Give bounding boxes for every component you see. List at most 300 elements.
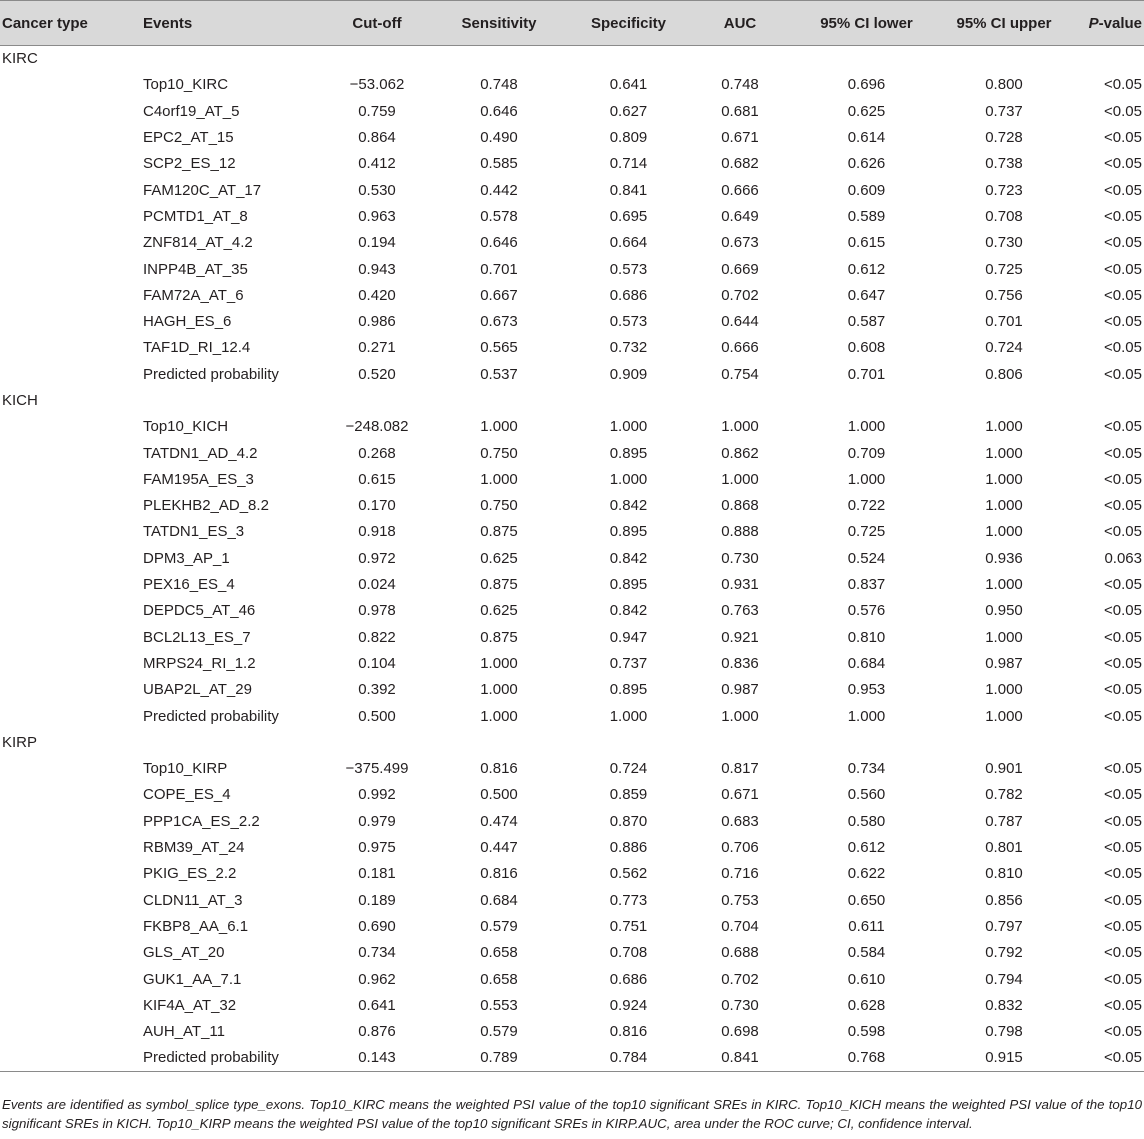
ci-lower-cell: 0.684	[847, 654, 886, 672]
empty-cell	[0, 230, 141, 256]
p-value-cell: <0.05	[1104, 707, 1142, 725]
cutoff-cell: 0.975	[358, 839, 396, 857]
specificity-cell: 0.751	[609, 917, 648, 935]
ci-lower-cell: 0.560	[847, 786, 886, 804]
sensitivity-cell: 0.565	[480, 339, 518, 357]
empty-cell	[0, 282, 141, 308]
p-value-cell: <0.05	[1104, 181, 1142, 199]
empty-cell	[948, 729, 1060, 755]
event-cell: FAM72A_AT_6	[143, 286, 244, 304]
auc-cell: 0.682	[721, 155, 759, 173]
p-value-cell: <0.05	[1104, 497, 1142, 515]
auc-cell: 0.673	[721, 234, 759, 252]
sensitivity-cell: 0.684	[480, 891, 518, 909]
table-row	[0, 335, 1144, 361]
cutoff-cell: 0.962	[358, 970, 396, 988]
cancer-type-cell: KIRP	[2, 733, 38, 751]
auc-cell: 0.754	[721, 365, 759, 383]
table-footnote: Events are identified as symbol_splice type_exons. Top10_KIRC means the weighted PSI value of the top10 significant SREs in KIRC. Top10_KICH means the weighted PSI value of the top10 significant SREs in KICH. Top10_KIRP means the weighted PSI value of the top10 significant SREs in KIRP.AUC, area under the ROC curve; CI, confidence interval.	[2, 1097, 1142, 1131]
empty-cell	[318, 387, 436, 413]
p-value-cell: <0.05	[1104, 313, 1142, 331]
specificity-cell: 0.859	[609, 786, 648, 804]
p-value-cell: <0.05	[1104, 576, 1142, 594]
auc-cell: 0.931	[721, 576, 759, 594]
table-row	[0, 519, 1144, 545]
ci-lower-cell: 0.709	[847, 444, 886, 462]
p-value-cell: <0.05	[1104, 760, 1142, 778]
ci-upper-cell: 0.832	[985, 996, 1023, 1014]
specificity-cell: 1.000	[609, 418, 648, 436]
table-row	[0, 361, 1144, 387]
header-p-value	[1060, 1, 1144, 46]
ci-upper-cell: 0.730	[985, 234, 1023, 252]
specificity-cell: 0.870	[609, 812, 648, 830]
ci-lower-cell: 0.524	[847, 549, 886, 567]
auc-cell: 0.748	[721, 76, 759, 94]
ci-upper-cell: 1.000	[985, 497, 1023, 515]
ci-upper-cell: 1.000	[985, 444, 1023, 462]
p-value-cell: <0.05	[1104, 470, 1142, 488]
sensitivity-cell: 1.000	[480, 418, 518, 436]
p-value-cell: <0.05	[1104, 996, 1142, 1014]
p-value-cell: <0.05	[1104, 418, 1142, 436]
empty-cell	[0, 782, 141, 808]
empty-cell	[0, 256, 141, 282]
sensitivity-cell: 1.000	[480, 681, 518, 699]
table-row	[0, 940, 1144, 966]
specificity-cell: 0.641	[609, 76, 648, 94]
event-cell: PEX16_ES_4	[143, 576, 235, 594]
p-value-cell: <0.05	[1104, 444, 1142, 462]
sensitivity-cell: 0.646	[480, 234, 518, 252]
table-row	[0, 230, 1144, 256]
empty-cell	[0, 598, 141, 624]
ci-upper-cell: 1.000	[985, 628, 1023, 646]
sensitivity-cell: 0.537	[480, 365, 518, 383]
auc-cell: 0.836	[721, 654, 759, 672]
ci-lower-cell: 0.610	[847, 970, 886, 988]
header-p-letter: P	[1088, 14, 1099, 32]
ci-lower-cell: 0.696	[847, 76, 886, 94]
empty-cell	[0, 493, 141, 519]
sensitivity-cell: 1.000	[480, 470, 518, 488]
event-cell: CLDN11_AT_3	[143, 891, 243, 909]
ci-upper-cell: 0.915	[948, 1045, 1060, 1071]
ci-lower-cell: 0.625	[847, 102, 886, 120]
group-row	[0, 729, 1144, 755]
specificity-cell: 0.895	[609, 576, 648, 594]
specificity-cell: 0.947	[609, 628, 648, 646]
p-value-cell: <0.05	[1104, 944, 1142, 962]
empty-cell	[948, 387, 1060, 413]
ci-lower-cell: 0.628	[847, 996, 886, 1014]
auc-cell: 0.644	[721, 313, 759, 331]
event-cell: Top10_KIRP	[143, 760, 228, 778]
empty-cell	[0, 414, 141, 440]
empty-cell	[0, 940, 141, 966]
p-value-cell: <0.05	[1104, 654, 1142, 672]
ci-lower-cell: 0.953	[847, 681, 886, 699]
ci-upper-cell: 0.806	[985, 365, 1023, 383]
table-row	[0, 598, 1144, 624]
cutoff-cell: 0.194	[358, 234, 396, 252]
specificity-cell: 0.773	[609, 891, 648, 909]
empty-cell	[0, 308, 141, 334]
specificity-cell: 1.000	[609, 707, 648, 725]
ci-upper-cell: 0.756	[985, 286, 1023, 304]
header-ci-lower: 95% CI lower	[785, 1, 948, 46]
sensitivity-cell: 0.579	[480, 917, 518, 935]
empty-cell	[0, 361, 141, 387]
sensitivity-cell: 0.701	[480, 260, 518, 278]
specificity-cell: 0.724	[609, 760, 648, 778]
table-row	[0, 493, 1144, 519]
cutoff-cell: 0.412	[358, 155, 396, 173]
specificity-cell: 0.686	[609, 286, 648, 304]
p-value-cell: <0.05	[1104, 812, 1142, 830]
ci-upper-cell: 0.787	[985, 812, 1023, 830]
sensitivity-cell: 0.816	[480, 865, 518, 883]
cutoff-cell: 0.170	[358, 497, 396, 515]
table-row	[0, 861, 1144, 887]
empty-cell	[436, 387, 562, 413]
auc-cell: 0.702	[721, 286, 759, 304]
sensitivity-cell: 0.667	[480, 286, 518, 304]
specificity-cell: 0.562	[609, 865, 648, 883]
empty-cell	[0, 966, 141, 992]
cutoff-cell: 0.943	[358, 260, 396, 278]
specificity-cell: 0.708	[609, 944, 648, 962]
auc-cell: 0.666	[721, 339, 759, 357]
table-row	[0, 124, 1144, 150]
empty-cell	[0, 203, 141, 229]
empty-cell	[0, 650, 141, 676]
table-row	[0, 256, 1144, 282]
sensitivity-cell: 0.442	[480, 181, 518, 199]
auc-cell: 0.671	[721, 786, 759, 804]
table-row	[0, 151, 1144, 177]
event-cell: Predicted probability	[143, 365, 279, 383]
cutoff-cell: 0.420	[358, 286, 396, 304]
empty-cell	[0, 519, 141, 545]
p-value-cell: <0.05	[1104, 891, 1142, 909]
empty-cell	[0, 703, 141, 729]
p-value-cell: <0.05	[1104, 1023, 1142, 1041]
auc-cell: 0.681	[721, 102, 759, 120]
specificity-cell: 0.664	[609, 234, 648, 252]
empty-cell	[0, 624, 141, 650]
table-row	[0, 72, 1144, 98]
cutoff-cell: 0.024	[358, 576, 396, 594]
ci-upper-cell: 0.856	[985, 891, 1023, 909]
ci-lower-cell: 0.587	[847, 313, 886, 331]
group-row	[0, 387, 1144, 413]
cutoff-cell: 0.986	[358, 313, 396, 331]
ci-lower-cell: 0.626	[847, 155, 886, 173]
event-cell: TATDN1_ES_3	[143, 523, 245, 541]
p-value-cell: 0.063	[1104, 549, 1142, 567]
ci-upper-cell: 0.792	[985, 944, 1023, 962]
auc-cell: 0.888	[721, 523, 759, 541]
cutoff-cell: 0.268	[358, 444, 396, 462]
event-cell: PKIG_ES_2.2	[143, 865, 237, 883]
p-value-cell: <0.05	[1104, 234, 1142, 252]
table-row	[0, 440, 1144, 466]
ci-upper-cell: 0.950	[985, 602, 1023, 620]
event-cell: C4orf19_AT_5	[143, 102, 240, 120]
table-row	[0, 834, 1144, 860]
auc-cell: 0.841	[695, 1045, 785, 1071]
event-cell: TATDN1_AD_4.2	[143, 444, 258, 462]
sensitivity-cell: 0.750	[480, 444, 518, 462]
auc-cell: 0.716	[721, 865, 759, 883]
cutoff-cell: 0.864	[358, 129, 396, 147]
specificity-cell: 0.895	[609, 681, 648, 699]
p-value-cell: <0.05	[1104, 207, 1142, 225]
cutoff-cell: 0.189	[358, 891, 396, 909]
empty-cell	[318, 729, 436, 755]
cutoff-cell: −375.499	[345, 760, 409, 778]
cutoff-cell: 0.690	[358, 917, 396, 935]
sensitivity-cell: 0.625	[480, 602, 518, 620]
p-value-cell: <0.05	[1104, 839, 1142, 857]
header-auc: AUC	[695, 1, 785, 46]
empty-cell	[436, 729, 562, 755]
empty-cell	[0, 834, 141, 860]
empty-cell	[0, 545, 141, 571]
specificity-cell: 0.695	[609, 207, 648, 225]
auc-cell: 0.666	[721, 181, 759, 199]
empty-cell	[0, 913, 141, 939]
auc-cell: 0.753	[721, 891, 759, 909]
ci-upper-cell: 0.800	[985, 76, 1023, 94]
specificity-cell: 0.573	[609, 260, 648, 278]
cutoff-cell: 0.392	[358, 681, 396, 699]
ci-lower-cell: 0.580	[847, 812, 886, 830]
table-row	[0, 756, 1144, 782]
auc-cell: 1.000	[721, 707, 759, 725]
event-cell: Top10_KICH	[143, 418, 229, 436]
ci-upper-cell: 0.723	[985, 181, 1023, 199]
table-row	[0, 677, 1144, 703]
cutoff-cell: 0.271	[358, 339, 396, 357]
ci-lower-cell: 0.615	[847, 234, 886, 252]
cutoff-cell: 0.992	[358, 786, 396, 804]
table-row	[0, 650, 1144, 676]
p-value-cell: <0.05	[1104, 786, 1142, 804]
table-row	[0, 808, 1144, 834]
cutoff-cell: 0.520	[358, 365, 396, 383]
empty-cell	[785, 46, 948, 72]
event-cell: Predicted probability	[143, 707, 279, 725]
table-row	[0, 414, 1144, 440]
ci-upper-cell: 0.798	[985, 1023, 1023, 1041]
sensitivity-cell: 0.500	[480, 786, 518, 804]
ci-lower-cell: 0.650	[847, 891, 886, 909]
specificity-cell: 0.841	[609, 181, 648, 199]
event-cell: FAM195A_ES_3	[143, 470, 254, 488]
event-cell: SCP2_ES_12	[143, 155, 236, 173]
ci-lower-cell: 0.598	[847, 1023, 886, 1041]
cutoff-cell: 0.978	[358, 602, 396, 620]
empty-cell	[0, 887, 141, 913]
specificity-cell: 0.842	[609, 602, 648, 620]
sensitivity-cell: 0.585	[480, 155, 518, 173]
header-sensitivity: Sensitivity	[436, 1, 562, 46]
cutoff-cell: 0.759	[358, 102, 396, 120]
cutoff-cell: 0.530	[358, 181, 396, 199]
specificity-cell: 0.816	[609, 1023, 648, 1041]
empty-cell	[1060, 387, 1144, 413]
table-row	[0, 308, 1144, 334]
table-row	[0, 1018, 1144, 1044]
auc-cell: 0.763	[721, 602, 759, 620]
specificity-cell: 1.000	[609, 470, 648, 488]
sensitivity-cell: 0.789	[436, 1045, 562, 1071]
ci-upper-cell: 0.782	[985, 786, 1023, 804]
auc-cell: 1.000	[721, 418, 759, 436]
header-ci-upper: 95% CI upper	[948, 1, 1060, 46]
empty-cell	[0, 72, 141, 98]
event-cell: Predicted probability	[141, 1045, 318, 1071]
event-cell: COPE_ES_4	[143, 786, 231, 804]
sensitivity-cell: 0.816	[480, 760, 518, 778]
ci-upper-cell: 0.725	[985, 260, 1023, 278]
p-value-cell: <0.05	[1104, 339, 1142, 357]
ci-upper-cell: 1.000	[985, 707, 1023, 725]
cutoff-cell: 0.143	[318, 1045, 436, 1071]
table-row	[0, 782, 1144, 808]
empty-cell	[0, 466, 141, 492]
event-cell: PCMTD1_AT_8	[143, 207, 248, 225]
ci-upper-cell: 0.738	[985, 155, 1023, 173]
group-row	[0, 46, 1144, 72]
table-row	[0, 992, 1144, 1018]
cutoff-cell: −248.082	[345, 418, 409, 436]
ci-lower-cell: 0.734	[847, 760, 886, 778]
sensitivity-cell: 0.673	[480, 313, 518, 331]
event-cell: HAGH_ES_6	[143, 313, 232, 331]
p-value-cell: <0.05	[1104, 129, 1142, 147]
auc-cell: 0.683	[721, 812, 759, 830]
ci-lower-cell: 0.837	[847, 576, 886, 594]
specificity-cell: 0.909	[609, 365, 648, 383]
empty-cell	[141, 387, 318, 413]
ci-lower-cell: 1.000	[847, 418, 886, 436]
empty-cell	[0, 98, 141, 124]
cutoff-cell: 0.979	[358, 812, 396, 830]
event-cell: TAF1D_RI_12.4	[143, 339, 251, 357]
ci-upper-cell: 0.810	[985, 865, 1023, 883]
table-row	[0, 571, 1144, 597]
ci-upper-cell: 0.794	[985, 970, 1023, 988]
empty-cell	[695, 46, 785, 72]
ci-upper-cell: 0.987	[985, 654, 1023, 672]
ci-lower-cell: 0.576	[847, 602, 886, 620]
table-row	[0, 966, 1144, 992]
ci-upper-cell: 1.000	[985, 470, 1023, 488]
empty-cell	[695, 729, 785, 755]
ci-lower-cell: 0.584	[847, 944, 886, 962]
cutoff-cell: −53.062	[349, 76, 405, 94]
p-value-cell: <0.05	[1060, 1045, 1144, 1071]
auc-cell: 0.671	[721, 129, 759, 147]
p-value-cell: <0.05	[1104, 155, 1142, 173]
ci-upper-cell: 0.901	[985, 760, 1023, 778]
p-value-cell: <0.05	[1104, 970, 1142, 988]
ci-lower-cell: 0.722	[847, 497, 886, 515]
sensitivity-cell: 1.000	[480, 654, 518, 672]
ci-upper-cell: 0.737	[985, 102, 1023, 120]
ci-lower-cell: 0.612	[847, 839, 886, 857]
table-row	[0, 624, 1144, 650]
cancer-type-cell: KIRC	[2, 50, 38, 68]
ci-lower-cell: 0.608	[847, 339, 886, 357]
event-cell: PLEKHB2_AD_8.2	[143, 497, 269, 515]
ci-lower-cell: 0.701	[847, 365, 886, 383]
sensitivity-cell: 0.553	[480, 996, 518, 1014]
auc-cell: 0.688	[721, 944, 759, 962]
empty-cell	[0, 335, 141, 361]
auc-cell: 0.730	[721, 996, 759, 1014]
ci-lower-cell: 0.622	[847, 865, 886, 883]
event-cell: PPP1CA_ES_2.2	[143, 812, 260, 830]
auc-cell: 0.649	[721, 207, 759, 225]
auc-cell: 0.868	[721, 497, 759, 515]
header-cancer-type: Cancer type	[0, 1, 141, 46]
auc-cell: 0.987	[721, 681, 759, 699]
sensitivity-cell: 0.875	[480, 523, 518, 541]
empty-cell	[0, 1018, 141, 1044]
sensitivity-cell: 1.000	[480, 707, 518, 725]
ci-upper-cell: 1.000	[985, 576, 1023, 594]
p-value-cell: <0.05	[1104, 865, 1142, 883]
table-row	[0, 1045, 1144, 1071]
ci-upper-cell: 0.801	[985, 839, 1023, 857]
ci-lower-cell: 0.609	[847, 181, 886, 199]
cutoff-cell: 0.918	[358, 523, 396, 541]
cutoff-cell: 0.822	[358, 628, 396, 646]
p-value-cell: <0.05	[1104, 76, 1142, 94]
auc-cell: 0.698	[721, 1023, 759, 1041]
table-row	[0, 545, 1144, 571]
sensitivity-cell: 0.750	[480, 497, 518, 515]
auc-cell: 0.817	[721, 760, 759, 778]
ci-lower-cell: 1.000	[847, 707, 886, 725]
event-cell: FKBP8_AA_6.1	[143, 917, 249, 935]
sensitivity-cell: 0.658	[480, 944, 518, 962]
auc-cell: 0.706	[721, 839, 759, 857]
specificity-cell: 0.573	[609, 313, 648, 331]
cutoff-cell: 0.181	[358, 865, 396, 883]
p-value-cell: <0.05	[1104, 260, 1142, 278]
cutoff-cell: 0.734	[358, 944, 396, 962]
specificity-cell: 0.732	[609, 339, 648, 357]
p-value-cell: <0.05	[1104, 602, 1142, 620]
event-cell: DEPDC5_AT_46	[143, 602, 256, 620]
specificity-cell: 0.686	[609, 970, 648, 988]
cutoff-cell: 0.615	[358, 470, 396, 488]
header-specificity: Specificity	[562, 1, 695, 46]
cutoff-cell: 0.963	[358, 207, 396, 225]
sensitivity-cell: 0.646	[480, 102, 518, 120]
empty-cell	[0, 861, 141, 887]
p-value-cell: <0.05	[1104, 286, 1142, 304]
ci-upper-cell: 0.797	[985, 917, 1023, 935]
p-value-cell: <0.05	[1104, 102, 1142, 120]
event-cell: DPM3_AP_1	[143, 549, 230, 567]
empty-cell	[0, 992, 141, 1018]
